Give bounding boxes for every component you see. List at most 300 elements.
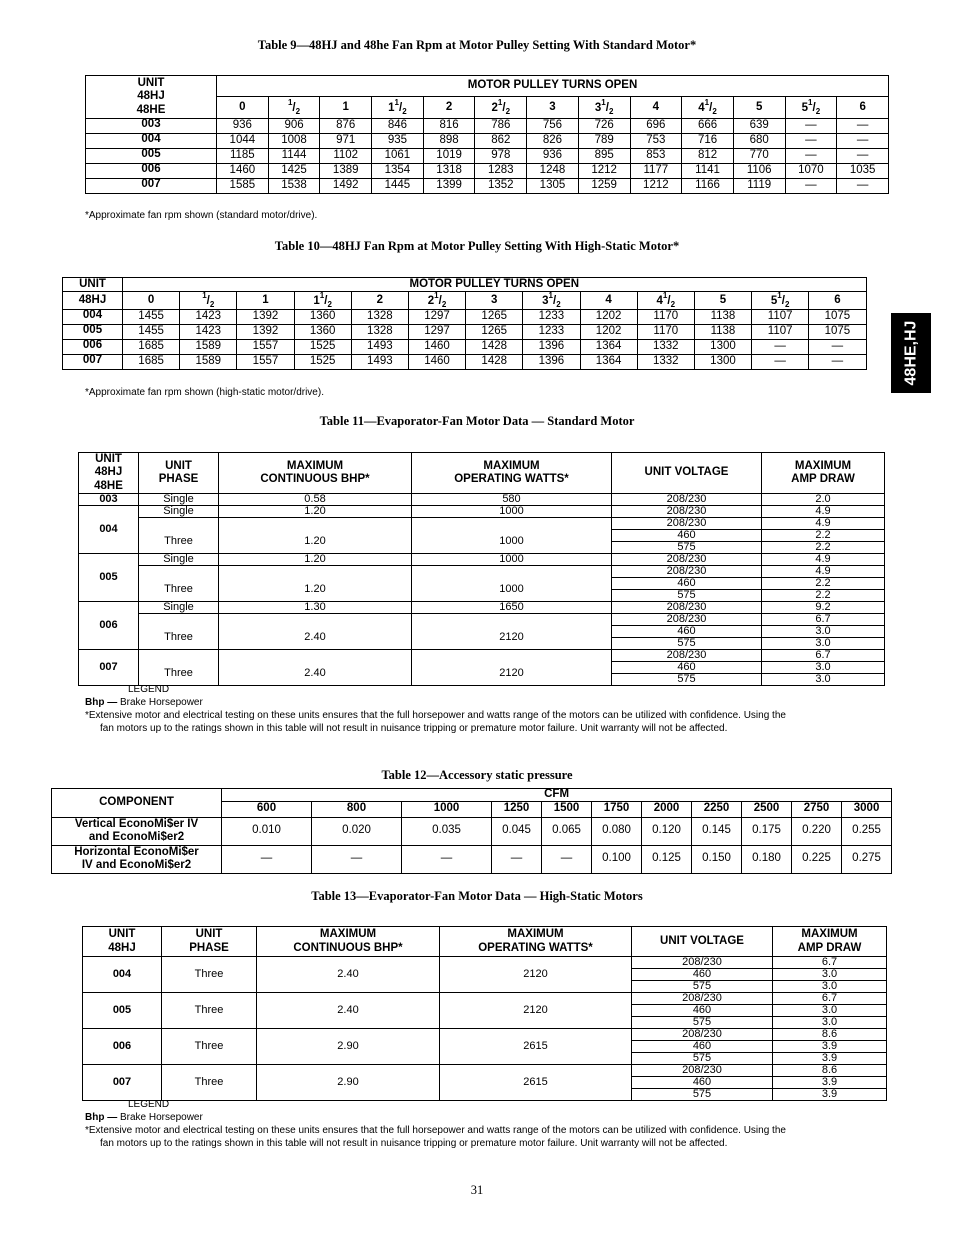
- t13-amp-header-line-2: AMP DRAW: [797, 941, 862, 954]
- table-row: [79, 650, 885, 662]
- t10-rpm-cell: 1265: [466, 325, 523, 340]
- t9-turn-4-whole: 2: [445, 100, 453, 113]
- t13-voltage-cell: 575: [632, 1089, 773, 1101]
- t10-turn-7-whole: 3: [542, 295, 549, 307]
- t9-turn-9: $4^1/_2$: [682, 97, 734, 119]
- t11-amp-cell: 4.9: [762, 566, 885, 578]
- t10-rpm-cell: 1493: [351, 355, 408, 370]
- t11-phase-cell: Three: [139, 566, 219, 602]
- t10-rpm-cell: 1328: [351, 310, 408, 325]
- t10-turn-2-whole: 1: [262, 293, 269, 306]
- t13-unit-cell: 005: [83, 993, 162, 1029]
- t12-value-cell: —: [492, 845, 542, 873]
- t13-bhp-header: [257, 927, 440, 957]
- t9-turn-3: $1^1/_2$: [372, 97, 424, 119]
- t10-turn-11: $5^1/_2$: [752, 292, 809, 310]
- t9-rpm-cell: 1538: [268, 179, 320, 194]
- t10-turn-8-whole: 4: [605, 293, 612, 306]
- t11-voltage-cell: 575: [612, 590, 762, 602]
- t9-turn-12: [837, 97, 889, 119]
- t11-unit-header-line-1: UNIT: [95, 453, 122, 466]
- t9-turn-0-whole: 0: [239, 100, 246, 113]
- t12-component-cell: [52, 845, 222, 873]
- t9-rpm-cell: —: [785, 179, 837, 194]
- table-row: [79, 566, 885, 578]
- t11-phase-cell: Single: [139, 506, 219, 518]
- t11-bhp-cell: 2.40: [219, 614, 412, 650]
- table-9: [85, 75, 889, 194]
- t10-group-header: MOTOR PULLEY TURNS OPEN: [123, 278, 867, 292]
- t13-phase-cell: Three: [162, 993, 257, 1029]
- t9-turn-10-whole: 5: [756, 100, 763, 113]
- t13-voltage-cell: 575: [632, 981, 773, 993]
- t10-turn-9-den: 2: [670, 300, 676, 309]
- t9-turn-0: [217, 97, 269, 119]
- t9-turn-1: $^1/_2$: [268, 97, 320, 119]
- t13-watts-cell: 2615: [440, 1029, 632, 1065]
- t10-turn-5-num: 1: [434, 291, 439, 300]
- table-row: [86, 134, 889, 149]
- t10-rpm-cell: 1364: [580, 355, 637, 370]
- t10-rpm-cell: —: [752, 355, 809, 370]
- t10-turn-4-whole: 2: [376, 293, 384, 306]
- t12-cfm-2000: 2000: [642, 801, 692, 817]
- t9-rpm-cell: 1318: [423, 164, 475, 179]
- t10-rpm-cell: 1170: [637, 325, 694, 340]
- t13-phase-cell: Three: [162, 1029, 257, 1065]
- t9-turn-5-den: 2: [505, 107, 511, 116]
- t9-rpm-cell: 1019: [423, 149, 475, 164]
- table-row: [63, 310, 867, 325]
- t12-component-line-1: Horizontal EconoMi$er: [74, 845, 199, 858]
- t12-cfm-header: CFM: [222, 789, 892, 802]
- t9-turn-8: [630, 97, 682, 119]
- t9-turn-6-whole: 3: [549, 100, 556, 113]
- t12-value-cell: 0.175: [742, 817, 792, 845]
- t11-voltage-cell: 460: [612, 578, 762, 590]
- t13-legend-entry: [85, 1112, 203, 1123]
- t11-amp-cell: 6.7: [762, 614, 885, 626]
- t11-phase-header-line-1: UNIT: [165, 459, 192, 472]
- t10-rpm-cell: 1392: [237, 325, 294, 340]
- table-row: [63, 340, 867, 355]
- t13-watts-header-line-1: MAXIMUM: [507, 928, 564, 941]
- t13-voltage-cell: 208/230: [632, 993, 773, 1005]
- t10-turn-8: [580, 292, 637, 310]
- table-row: [79, 614, 885, 626]
- t11-watts-header-line-1: MAXIMUM: [483, 459, 540, 472]
- t12-value-cell: 0.065: [542, 817, 592, 845]
- t10-turn-3-whole: 1: [313, 295, 320, 307]
- t10-turn-7-num: 1: [548, 291, 553, 300]
- t10-rpm-cell: 1423: [180, 310, 237, 325]
- t10-rpm-cell: —: [752, 340, 809, 355]
- t10-turn-12: [809, 292, 866, 310]
- t11-voltage-cell: 460: [612, 626, 762, 638]
- table-row: [63, 325, 867, 340]
- t13-unit-cell: 006: [83, 1029, 162, 1065]
- t9-rpm-cell: 1389: [320, 164, 372, 179]
- t13-unit-header-line-1: UNIT: [108, 928, 136, 941]
- table-13: [82, 926, 887, 1101]
- t13-amp-cell: 3.9: [773, 1053, 887, 1065]
- t11-phase-cell: Single: [139, 494, 219, 506]
- t13-amp-header: [773, 927, 887, 957]
- t9-unit-cell: 003: [86, 119, 217, 134]
- t9-turn-10: [733, 97, 785, 119]
- t9-rpm-cell: 1141: [682, 164, 734, 179]
- t13-unit-header-line-2: 48HJ: [108, 941, 136, 954]
- t11-bhp-cell: 1.20: [219, 518, 412, 554]
- t9-rpm-cell: —: [837, 119, 889, 134]
- t10-rpm-cell: 1138: [694, 325, 751, 340]
- t13-watts-cell: 2120: [440, 957, 632, 993]
- t10-turn-9-num: 1: [662, 291, 668, 300]
- t9-rpm-cell: 1185: [217, 149, 269, 164]
- t11-watts-header: [412, 453, 612, 494]
- t9-turn-9-den: 2: [712, 107, 717, 116]
- t13-bhp-cell: 2.40: [257, 957, 440, 993]
- t10-rpm-cell: 1138: [694, 310, 751, 325]
- t10-rpm-cell: —: [809, 355, 866, 370]
- t9-rpm-cell: 1259: [578, 179, 630, 194]
- t10-rpm-cell: 1396: [523, 355, 580, 370]
- t11-legend-abbr: Bhp —: [85, 697, 118, 708]
- t10-rpm-cell: 1265: [466, 310, 523, 325]
- t10-rpm-cell: 1589: [180, 355, 237, 370]
- t12-cfm-800: 800: [312, 801, 402, 817]
- t11-bhp-cell: 1.20: [219, 566, 412, 602]
- t9-turn-1-den: 2: [295, 107, 301, 116]
- t13-amp-cell: 6.7: [773, 957, 887, 969]
- table-row: [83, 957, 887, 969]
- table-10: [62, 277, 867, 370]
- t9-rpm-cell: 826: [527, 134, 579, 149]
- t13-amp-cell: 6.7: [773, 993, 887, 1005]
- t13-phase-header: [162, 927, 257, 957]
- t9-rpm-cell: 935: [372, 134, 424, 149]
- t13-unit-cell: 007: [83, 1065, 162, 1101]
- t10-rpm-cell: 1202: [580, 310, 637, 325]
- section-side-tab: [891, 313, 931, 393]
- t9-rpm-cell: 1008: [268, 134, 320, 149]
- t9-rpm-cell: 1212: [578, 164, 630, 179]
- t11-amp-cell: 3.0: [762, 626, 885, 638]
- table-12: [51, 788, 954, 874]
- t11-watts-cell: 2120: [412, 650, 612, 686]
- t12-value-cell: 0.080: [592, 817, 642, 845]
- t10-turn-7-den: 2: [556, 300, 561, 309]
- t10-turn-6-whole: 3: [491, 293, 498, 306]
- t9-rpm-cell: 971: [320, 134, 372, 149]
- t13-phase-header-line-2: PHASE: [189, 941, 229, 954]
- t13-voltage-header: UNIT VOLTAGE: [632, 927, 773, 957]
- t13-voltage-cell: 460: [632, 969, 773, 981]
- table-row: [79, 494, 885, 506]
- t12-component-line-1: Vertical EconoMi$er IV: [74, 817, 199, 830]
- t11-amp-header-line-2: AMP DRAW: [791, 473, 855, 485]
- t10-rpm-cell: 1423: [180, 325, 237, 340]
- t9-rpm-cell: 1492: [320, 179, 372, 194]
- t12-value-cell: 0.020: [312, 817, 402, 845]
- t11-unit-cell: 006: [79, 602, 139, 650]
- t12-component-line-2: IV and EconoMi$er2: [81, 859, 192, 871]
- t10-turn-1-num: 1: [202, 291, 207, 300]
- t9-rpm-cell: 1177: [630, 164, 682, 179]
- t10-rpm-cell: 1297: [408, 310, 465, 325]
- t13-legend-title: LEGEND: [128, 1099, 170, 1110]
- t11-amp-header: [762, 453, 885, 494]
- t9-rpm-cell: 816: [423, 119, 475, 134]
- t9-rpm-cell: 1352: [475, 179, 527, 194]
- t11-watts-cell: 1000: [412, 554, 612, 566]
- t11-watts-cell: 1650: [412, 602, 612, 614]
- t9-footnote: *Approximate fan rpm shown (standard motor/drive).: [85, 210, 318, 221]
- t9-rpm-cell: 680: [733, 134, 785, 149]
- t10-rpm-cell: —: [809, 340, 866, 355]
- t13-footnote-2: fan motors up to the ratings shown in this table will not result in nuisance tripping or premature motor failure. Unit warranty will not be affected.: [100, 1138, 728, 1149]
- t9-rpm-cell: 1119: [733, 179, 785, 194]
- t10-rpm-cell: 1297: [408, 325, 465, 340]
- table-row: [79, 602, 885, 614]
- t9-group-header: MOTOR PULLEY TURNS OPEN: [217, 76, 889, 97]
- t11-unit-header-line-3: 48HE: [94, 479, 123, 492]
- t9-unit-cell: 006: [86, 164, 217, 179]
- t12-value-cell: —: [312, 845, 402, 873]
- t10-rpm-cell: 1075: [809, 310, 866, 325]
- t11-watts-cell: 580: [412, 494, 612, 506]
- t12-value-cell: 0.220: [792, 817, 842, 845]
- t10-rpm-cell: 1525: [294, 340, 351, 355]
- t11-amp-cell: 2.2: [762, 590, 885, 602]
- t11-unit-header-line-2: 48HJ: [94, 466, 123, 479]
- t9-turn-2-whole: 1: [342, 100, 349, 113]
- t10-rpm-cell: 1525: [294, 355, 351, 370]
- t10-rpm-cell: 1170: [637, 310, 694, 325]
- t11-bhp-header-line-1: MAXIMUM: [286, 459, 344, 472]
- t11-phase-header-line-2: PHASE: [158, 473, 199, 485]
- t11-watts-cell: 2120: [412, 614, 612, 650]
- t10-rpm-cell: 1493: [351, 340, 408, 355]
- t9-rpm-cell: 753: [630, 134, 682, 149]
- t10-turn-9: $4^1/_2$: [637, 292, 694, 310]
- t9-rpm-cell: —: [837, 134, 889, 149]
- t11-amp-cell: 3.0: [762, 638, 885, 650]
- t12-value-cell: —: [542, 845, 592, 873]
- t9-turn-5-whole: 2: [491, 102, 498, 114]
- t10-rpm-cell: 1233: [523, 325, 580, 340]
- t11-watts-cell: 1000: [412, 566, 612, 602]
- t13-legend-abbr: Bhp —: [85, 1112, 118, 1123]
- t13-legend-text: Brake Horsepower: [120, 1112, 203, 1123]
- t10-rpm-cell: 1202: [580, 325, 637, 340]
- t9-unit-cell: 004: [86, 134, 217, 149]
- t11-amp-cell: 3.0: [762, 674, 885, 686]
- table-12-caption: Table 12—Accessory static pressure: [381, 768, 573, 782]
- t13-voltage-cell: 460: [632, 1041, 773, 1053]
- t10-unit-header-line-1: UNIT: [63, 278, 123, 292]
- t11-legend: [85, 683, 786, 735]
- t9-turn-7: $3^1/_2$: [578, 97, 630, 119]
- t9-rpm-cell: 1102: [320, 149, 372, 164]
- t10-turn-3: $1^1/_2$: [294, 292, 351, 310]
- t9-rpm-cell: 1399: [423, 179, 475, 194]
- t9-turn-11-den: 2: [815, 107, 821, 116]
- t13-bhp-cell: 2.90: [257, 1029, 440, 1065]
- t13-unit-header: [83, 927, 162, 957]
- t11-voltage-cell: 575: [612, 674, 762, 686]
- table-11: [78, 452, 885, 686]
- t10-rpm-cell: 1300: [694, 340, 751, 355]
- t12-cfm-2250: 2250: [692, 801, 742, 817]
- t12-value-cell: 0.180: [742, 845, 792, 873]
- t11-voltage-cell: 208/230: [612, 506, 762, 518]
- t13-amp-cell: 3.9: [773, 1041, 887, 1053]
- t11-bhp-header-line-2: CONTINUOUS BHP*: [260, 473, 370, 485]
- t10-rpm-cell: 1460: [408, 340, 465, 355]
- t13-footnote-1: *Extensive motor and electrical testing on these units ensures that the full horsepower and watts range of the motors can be utilized with confidence. Using the: [85, 1125, 786, 1136]
- t12-value-cell: 0.145: [692, 817, 742, 845]
- t10-turn-12-whole: 6: [834, 293, 841, 306]
- t10-turn-9-whole: 4: [656, 295, 663, 307]
- t10-rpm-cell: 1107: [752, 310, 809, 325]
- t9-rpm-cell: 1106: [733, 164, 785, 179]
- t12-value-cell: 0.225: [792, 845, 842, 873]
- t10-turn-11-den: 2: [784, 300, 790, 309]
- t9-rpm-cell: 786: [475, 119, 527, 134]
- table-row: [86, 149, 889, 164]
- t10-turn-7: $3^1/_2$: [523, 292, 580, 310]
- table-row: [79, 506, 885, 518]
- t12-cfm-1250: 1250: [492, 801, 542, 817]
- t11-phase-header: [139, 453, 219, 494]
- t9-rpm-cell: —: [785, 134, 837, 149]
- t9-turn-9-whole: 4: [698, 102, 705, 114]
- t10-rpm-cell: 1300: [694, 355, 751, 370]
- t9-rpm-cell: 1070: [785, 164, 837, 179]
- t11-footnote-1: *Extensive motor and electrical testing on these units ensures that the full horsepower and watts range of the motors can be utilized with confidence. Using the: [85, 710, 786, 721]
- t13-bhp-cell: 2.90: [257, 1065, 440, 1101]
- table-10-caption: Table 10—48HJ Fan Rpm at Motor Pulley Setting With High-Static Motor*: [274, 239, 680, 253]
- page-number: 31: [470, 1183, 484, 1197]
- t11-voltage-header: UNIT VOLTAGE: [612, 453, 762, 494]
- t13-phase-header-line-1: UNIT: [195, 928, 223, 941]
- t11-amp-cell: 4.9: [762, 518, 885, 530]
- t9-rpm-cell: 666: [682, 119, 734, 134]
- t13-amp-cell: 8.6: [773, 1065, 887, 1077]
- t11-unit-cell: 005: [79, 554, 139, 602]
- t9-rpm-cell: 1061: [372, 149, 424, 164]
- t10-turn-4: [351, 292, 408, 310]
- t10-rpm-cell: 1233: [523, 310, 580, 325]
- t10-rpm-cell: 1392: [237, 310, 294, 325]
- t11-voltage-cell: 208/230: [612, 650, 762, 662]
- t10-unit-cell: 007: [63, 355, 123, 370]
- t12-component-cell: [52, 817, 222, 845]
- t12-value-cell: 0.120: [642, 817, 692, 845]
- t10-turn-1: $^1/_2$: [180, 292, 237, 310]
- t11-amp-cell: 4.9: [762, 506, 885, 518]
- t13-amp-cell: 8.6: [773, 1029, 887, 1041]
- t9-turn-3-num: 1: [394, 98, 399, 107]
- t13-amp-cell: 3.0: [773, 1017, 887, 1029]
- t10-rpm-cell: 1589: [180, 340, 237, 355]
- t11-unit-cell: 004: [79, 506, 139, 554]
- t9-rpm-cell: 936: [217, 119, 269, 134]
- t13-phase-cell: Three: [162, 1065, 257, 1101]
- t10-unit-header-line-2: 48HJ: [63, 292, 123, 310]
- t11-amp-cell: 2.2: [762, 578, 885, 590]
- t10-rpm-cell: 1328: [351, 325, 408, 340]
- t9-rpm-cell: 1035: [837, 164, 889, 179]
- t9-turn-5: $2^1/_2$: [475, 97, 527, 119]
- t12-cfm-600: 600: [222, 801, 312, 817]
- t12-cfm-1750: 1750: [592, 801, 642, 817]
- t10-turn-1-den: 2: [209, 300, 215, 309]
- t10-rpm-cell: 1428: [466, 355, 523, 370]
- t10-turn-3-den: 2: [327, 300, 332, 309]
- t9-turn-7-den: 2: [608, 107, 614, 116]
- t9-turn-12-whole: 6: [859, 100, 866, 113]
- t11-unit-cell: 003: [79, 494, 139, 506]
- t9-unit-header-line-1: UNIT: [137, 77, 165, 90]
- t13-amp-cell: 3.0: [773, 981, 887, 993]
- t9-turn-3-whole: 1: [388, 102, 395, 114]
- t10-turn-10-whole: 5: [719, 293, 727, 306]
- t13-bhp-header-line-2: CONTINUOUS BHP*: [293, 941, 403, 954]
- t10-turn-11-num: 1: [777, 291, 782, 300]
- table-row: [83, 1065, 887, 1077]
- t12-cfm-1000: 1000: [402, 801, 492, 817]
- t11-watts-header-line-2: OPERATING WATTS*: [454, 473, 569, 485]
- t11-phase-cell: Single: [139, 554, 219, 566]
- t10-rpm-cell: 1332: [637, 340, 694, 355]
- t11-bhp-cell: 0.58: [219, 494, 412, 506]
- t10-turns-header-row: [63, 292, 867, 310]
- t10-unit-cell: 006: [63, 340, 123, 355]
- t9-rpm-cell: 1044: [217, 134, 269, 149]
- t9-turn-7-whole: 3: [594, 102, 602, 114]
- t11-bhp-cell: 1.20: [219, 506, 412, 518]
- t9-rpm-cell: 1585: [217, 179, 269, 194]
- table-row: [63, 355, 867, 370]
- t9-rpm-cell: 716: [682, 134, 734, 149]
- t9-rpm-cell: —: [785, 119, 837, 134]
- t11-voltage-cell: 208/230: [612, 614, 762, 626]
- t12-value-cell: 0.125: [642, 845, 692, 873]
- t9-rpm-cell: 1305: [527, 179, 579, 194]
- t12-value-cell: —: [222, 845, 312, 873]
- t9-rpm-cell: 936: [527, 149, 579, 164]
- t9-turn-2: [320, 97, 372, 119]
- table-13-caption: Table 13—Evaporator-Fan Motor Data — High-Static Motors: [311, 889, 643, 903]
- t9-turn-8-whole: 4: [652, 100, 660, 113]
- t13-bhp-cell: 2.40: [257, 993, 440, 1029]
- t9-rpm-cell: 1354: [372, 164, 424, 179]
- t9-rpm-cell: 895: [578, 149, 630, 164]
- table-row: [83, 993, 887, 1005]
- t11-watts-cell: 1000: [412, 506, 612, 518]
- t10-turn-5-den: 2: [441, 300, 447, 309]
- t9-turn-5-num: 1: [497, 98, 503, 107]
- table-9-caption: Table 9—48HJ and 48he Fan Rpm at Motor Pulley Setting With Standard Motor*: [257, 38, 697, 52]
- t11-voltage-cell: 575: [612, 638, 762, 650]
- table-row: [83, 1029, 887, 1041]
- t13-voltage-cell: 460: [632, 1077, 773, 1089]
- t9-turn-1-num: 1: [287, 98, 293, 107]
- t12-cfm-2750: 2750: [792, 801, 842, 817]
- t9-turn-6: [527, 97, 579, 119]
